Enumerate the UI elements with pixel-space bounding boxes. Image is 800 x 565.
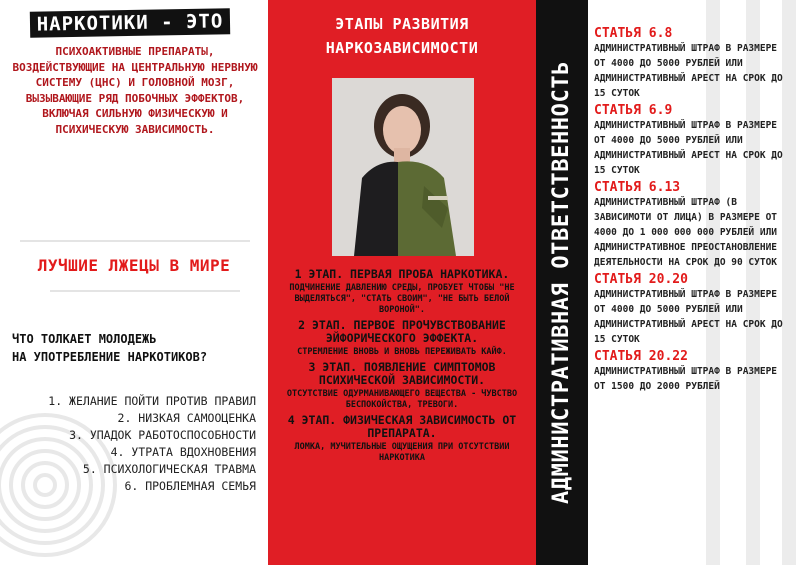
article-text: АДМИНИСТРАТИВНЫЙ ШТРАФ В РАЗМЕРЕ ОТ 4000 ДО 5000 РУБЛЕЙ ИЛИ АДМИНИСТРАТИВНЫЙ АРЕСТ НА СРОК ДО 15 СУТОК — [594, 120, 783, 176]
article-title: СТАТЬЯ 6.9 — [594, 103, 673, 118]
question-heading — [12, 330, 262, 366]
left-panel — [0, 0, 268, 565]
article-title: СТАТЬЯ 20.20 — [594, 272, 688, 287]
article-title: СТАТЬЯ 6.8 — [594, 26, 673, 41]
stage-heading: 2 ЭТАП. ПЕРВОЕ ПРОЧУВСТВОВАНИЕ ЭЙФОРИЧЕСКОГО ЭФФЕКТА. — [298, 318, 506, 345]
question-line: ЧТО ТОЛКАЕТ МОЛОДЕЖЬ — [12, 332, 157, 346]
question-line: НА УПОТРЕБЛЕНИЕ НАРКОТИКОВ? — [12, 350, 208, 364]
stages-title-line: ЭТАПЫ РАЗВИТИЯ — [335, 15, 469, 33]
list-item: 6. ПРОБЛЕМНАЯ СЕМЬЯ — [124, 479, 256, 493]
article-text: АДМИНИСТРАТИВНЫЙ ШТРАФ В РАЗМЕРЕ ОТ 4000 ДО 5000 РУБЛЕЙ ИЛИ АДМИНИСТРАТИВНЫЙ АРЕСТ НА СРОК ДО 15 СУТОК — [594, 43, 783, 99]
list-item: 2. НИЗКАЯ САМООЦЕНКА — [117, 411, 256, 425]
stage-detail: ЛОМКА, МУЧИТЕЛЬНЫЕ ОЩУЩЕНИЯ ПРИ ОТСУТСТВИИ НАРКОТИКА — [294, 442, 510, 463]
list-item: 1. ЖЕЛАНИЕ ПОЙТИ ПРОТИВ ПРАВИЛ — [48, 394, 256, 408]
list-item: 3. УПАДОК РАБОТОСПОСОБНОСТИ — [69, 428, 256, 442]
middle-panel — [268, 0, 536, 565]
stage-detail: ОТСУТСТВИЕ ОДУРМАНИВАЮЩЕГО ВЕЩЕСТВА - ЧУВСТВО БЕСПОКОЙСТВА, ТРЕВОГИ. — [286, 389, 518, 410]
article-text: АДМИНИСТРАТИВНЫЙ ШТРАФ В РАЗМЕРЕ ОТ 1500 ДО 2000 РУБЛЕЙ — [594, 366, 778, 392]
article-title: СТАТЬЯ 20.22 — [594, 349, 688, 364]
responsibility-title: АДМИНИСТРАТИВНАЯ ОТВЕТСТВЕННОСТЬ — [549, 60, 574, 505]
stages-list — [274, 266, 530, 467]
articles-list — [594, 24, 794, 396]
list-item: 4. УТРАТА ВДОХНОВЕНИЯ — [110, 445, 256, 459]
stage-detail: ПОДЧИНЕНИЕ ДАВЛЕНИЮ СРЕДЫ, ПРОБУЕТ ЧТОБЫ "НЕ ВЫДЕЛЯТЬСЯ", "СТАТЬ СВОИМ", "НЕ БЫТЬ БЕЛОЙ ВОРОНОЙ". — [289, 283, 515, 315]
stage-detail: СТРЕМЛЕНИЕ ВНОВЬ И ВНОВЬ ПЕРЕЖИВАТЬ КАЙФ. — [297, 347, 507, 357]
drugs-definition: ПСИХОАКТИВНЫЕ ПРЕПАРАТЫ, ВОЗДЕЙСТВУЮЩИЕ НА ЦЕНТРАЛЬНУЮ НЕРВНУЮ СИСТЕМУ (ЦНС) И ГОЛОВНОЙ МОЗГ, ВЫЗЫВАЮЩИЕ РЯД ПОБОЧНЫХ ЭФФЕКТОВ, ВКЛЮЧАЯ СИЛЬНУЮ ФИЗИЧЕСКУЮ И ПСИХИЧЕСКУЮ ЗАВИСИМОСТЬ. — [12, 45, 258, 136]
reasons-list — [16, 393, 256, 495]
article-text: АДМИНИСТРАТИВНЫЙ ШТРАФ В РАЗМЕРЕ ОТ 4000 ДО 5000 РУБЛЕЙ ИЛИ АДМИНИСТРАТИВНЫЙ АРЕСТ НА СРОК ДО 15 СУТОК — [594, 289, 783, 345]
liars-heading: ЛУЧШИЕ ЛЖЕЦЫ В МИРЕ — [37, 256, 231, 275]
article-text: АДМИНИСТРАТИВНЫЙ ШТРАФ (В ЗАВИСИМОТИ ОТ ЛИЦА) В РАЗМЕРЕ ОТ 4000 ДО 1 000 000 000 РУБЛЕЙ ИЛИ АДМИНИСТРАТИВНОЕ ПРЕОСТАНОВЛЕНИЕ ДЕЯТЕЛЬНОСТИ НА СРОК ДО 90 СУТОК — [594, 197, 778, 268]
stages-title — [268, 12, 536, 60]
drugs-title: НАРКОТИКИ - ЭТО — [30, 8, 230, 37]
portrait-photo — [332, 78, 474, 256]
decor-line — [50, 290, 240, 292]
list-item: 5. ПСИХОЛОГИЧЕСКАЯ ТРАВМА — [82, 462, 256, 476]
responsibility-bar — [536, 0, 588, 565]
article-title: СТАТЬЯ 6.13 — [594, 180, 681, 195]
stage-heading: 3 ЭТАП. ПОЯВЛЕНИЕ СИМПТОМОВ ПСИХИЧЕСКОЙ ЗАВИСИМОСТИ. — [308, 360, 496, 387]
stages-title-line: НАРКОЗАВИСИМОСТИ — [325, 39, 479, 57]
stage-heading: 1 ЭТАП. ПЕРВАЯ ПРОБА НАРКОТИКА. — [294, 267, 510, 281]
decor-line — [20, 240, 250, 242]
right-panel — [536, 0, 800, 565]
stage-heading: 4 ЭТАП. ФИЗИЧЕСКАЯ ЗАВИСИМОСТЬ ОТ ПРЕПАРАТА. — [287, 413, 517, 440]
